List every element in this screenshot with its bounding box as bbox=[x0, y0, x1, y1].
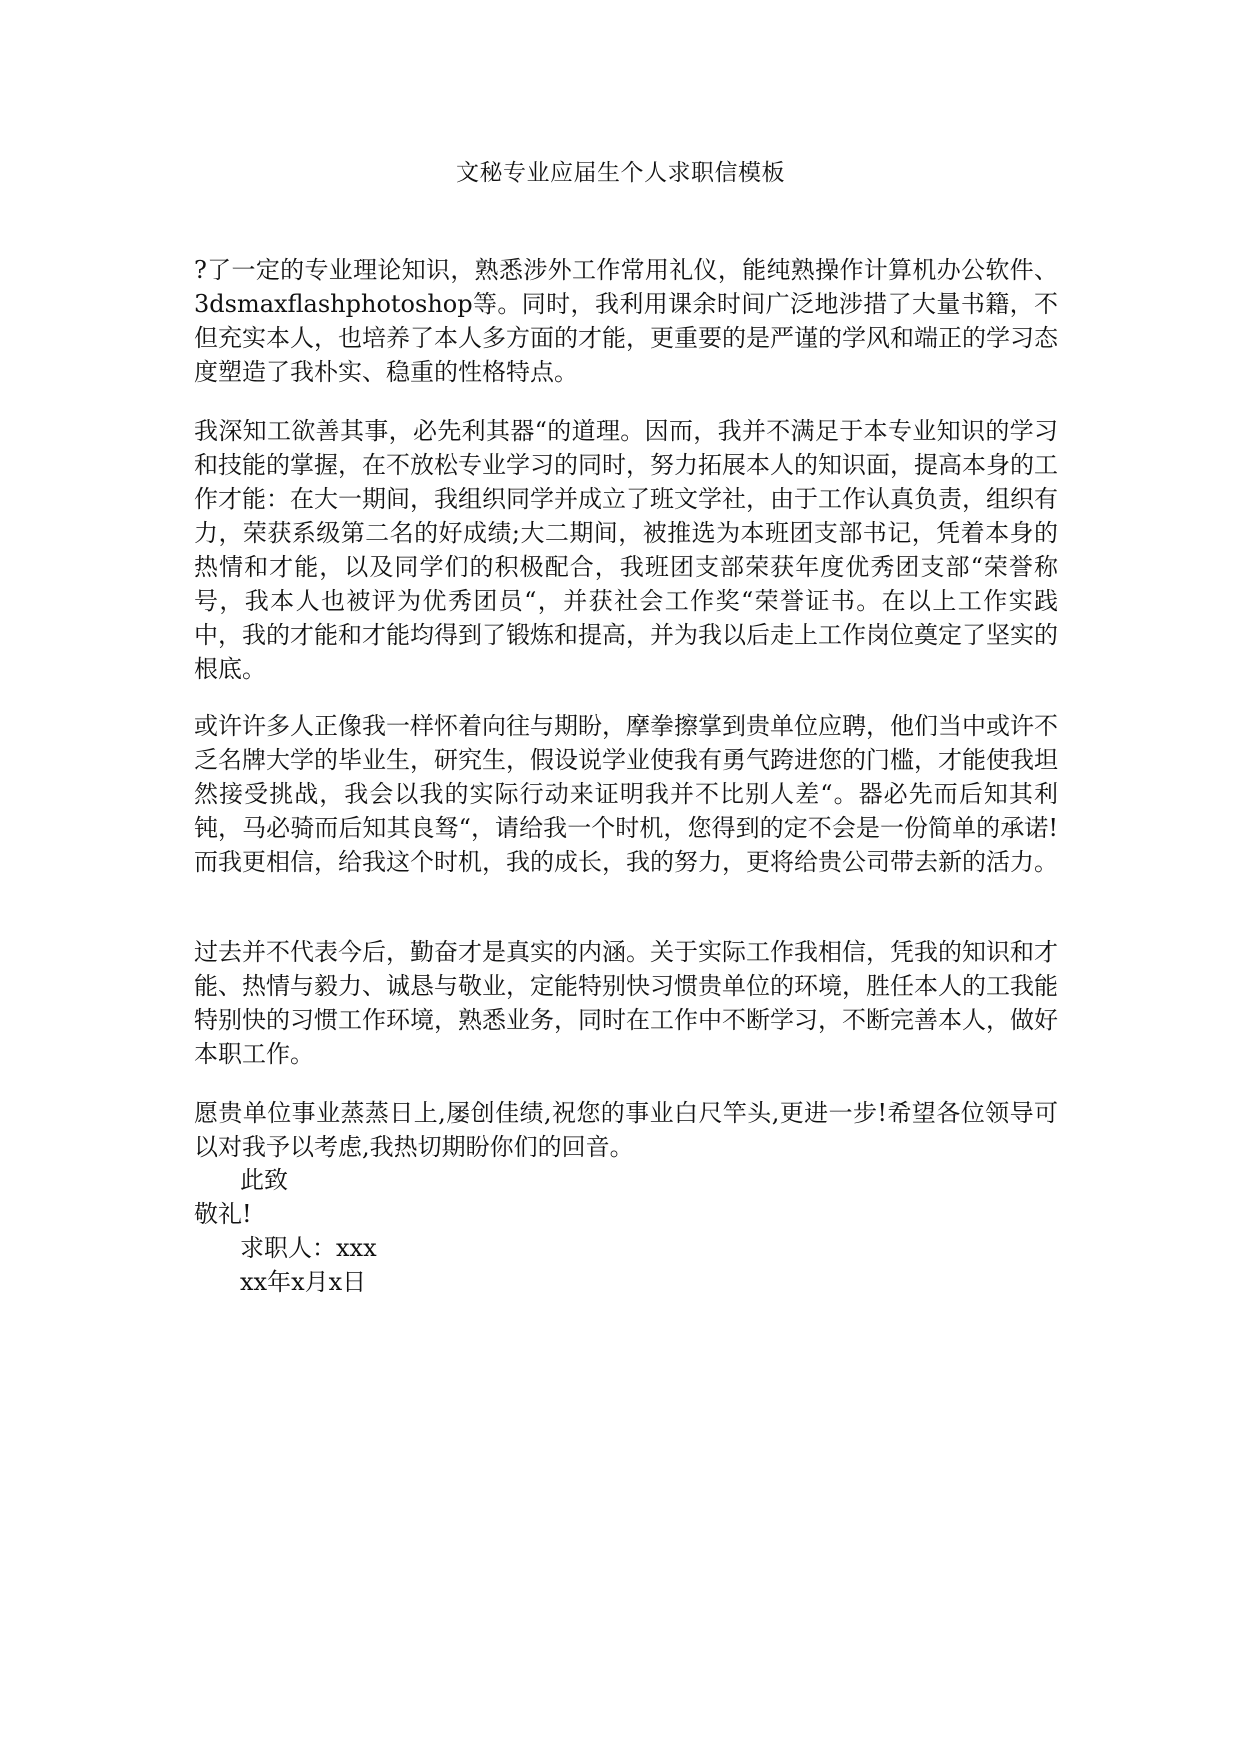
paragraph-skills: ?了一定的专业理论知识，熟悉涉外工作常用礼仪，能纯熟操作计算机办公软件、3dsmaxflashphotoshop等。同时，我利用课余时间广泛地涉措了大量书籍，不但充实本人，也培养了本人多方面的才能，更重要的是严谨的学风和端正的学习态度塑造了我朴实、稳重的性格特点。 bbox=[194, 256, 1058, 386]
paragraph-motivation: 或许许多人正像我一样怀着向往与期盼，摩拳擦掌到贵单位应聘，他们当中或许不乏名牌大学的毕业生，研究生，假设说学业使我有勇气跨进您的门槛，才能使我坦然接受挑战，我会以我的实际行动来证明我并不比别人差“。器必先而后知其利钝，马必骑而后知其良驽“，请给我一个时机，您得到的定不会是一份简单的承诺!而我更相信，给我这个时机，我的成长，我的努力，更将给贵公司带去新的活力。 bbox=[194, 712, 1058, 876]
closing-salutation: 此致 bbox=[240, 1166, 288, 1194]
letter-date: xx年x月x日 bbox=[240, 1268, 367, 1296]
closing-respect: 敬礼! bbox=[194, 1200, 252, 1228]
paragraph-experience: 我深知工欲善其事，必先利其器“的道理。因而，我并不满足于本专业知识的学习和技能的掌握，在不放松专业学习的同时，努力拓展本人的知识面，提高本身的工作才能：在大一期间，我组织同学并成立了班文学社，由于工作认真负责，组织有力，荣获系级第二名的好成绩;大二期间，被推选为本班团支部书记，凭着本身的热情和才能，以及同学们的积极配合，我班团支部荣获年度优秀团支部“荣誉称号，我本人也被评为优秀团员“，并获社会工作奖“荣誉证书。在以上工作实践中，我的才能和才能均得到了锻炼和提高，并为我以后走上工作岗位奠定了坚实的根底。 bbox=[194, 417, 1058, 683]
paragraph-wishes: 愿贵单位事业蒸蒸日上,屡创佳绩,祝您的事业白尺竿头,更进一步!希望各位领导可以对我予以考虑,我热切期盼你们的回音。 bbox=[194, 1099, 1058, 1161]
paragraph-commitment: 过去并不代表今后，勤奋才是真实的内涵。关于实际工作我相信，凭我的知识和才能、热情与毅力、诚恳与敬业，定能特别快习惯贵单位的环境，胜任本人的工我能特别快的习惯工作环境，熟悉业务，同时在工作中不断学习，不断完善本人，做好本职工作。 bbox=[194, 938, 1058, 1068]
applicant-signature: 求职人：xxx bbox=[240, 1234, 377, 1262]
document-title: 文秘专业应届生个人求职信模板 bbox=[456, 160, 785, 186]
